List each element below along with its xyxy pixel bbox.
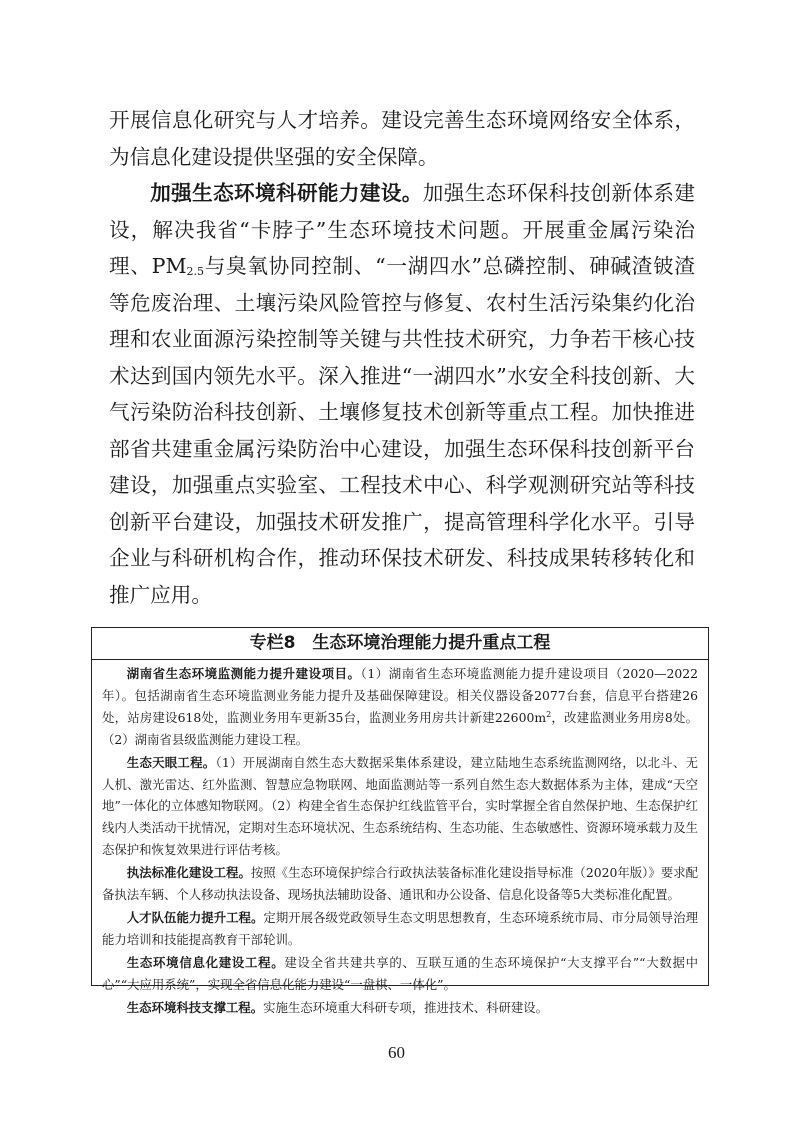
box-item-enforcement: [102, 862, 698, 906]
item-text-b: ，改建监测业务用房8处。（2）湖南省县级监测能力建设工程。: [102, 709, 698, 747]
item-text-a: （1）湖南省生态环境监测能力提升建设项目（2020—2022年）。包括湖南省生态环境监测业务能力提升及基础保障建设。相关仪器设备2077台套，信息平台搭建26处，站房建设618处，监测业务用车更新35台，监测业务用房共计新建22600m: [102, 666, 699, 725]
box-item-sky-eye: [102, 752, 698, 862]
box-body: [92, 660, 708, 1019]
item-text: 实施生态环境重大科研专项，推进技术、科研建设。: [263, 999, 549, 1015]
box-item-science: [102, 997, 698, 1019]
paragraph-1-text: 开展信息化研究与人才培养。建设完善生态环境网络安全体系，为信息化建设提供坚强的安全保障。: [109, 108, 695, 169]
superscript: 2: [546, 709, 552, 719]
item-lead: 生态天眼工程。: [126, 754, 216, 770]
paragraph-2-lead: 加强生态环境科研能力建设。: [150, 181, 423, 205]
box-item-monitoring: [102, 663, 698, 751]
box-item-informatization: [102, 952, 698, 996]
paragraph-2-text-b: 与臭氧协同控制、“一湖四水”总磷控制、砷碱渣铍渣等危废治理、土壤污染风险管控与修复、农村生活污染集约化治理和农业面源污染控制等关键与共性技术研究，力争若干核心技术达到国内领先水平。深入推进“一湖四水”水安全科技创新、大气污染防治科技创新、土壤修复技术创新等重点工程。加快推进部省共建重金属污染防治中心建设，加强生态环保科技创新平台建设，加强重点实验室、工程技术中心、科学观测研究站等科技创新平台建设，加强技术研发推广，提高管理科学化水平。引导企业与科研机构合作，推动环保技术研发、科技成果转移转化和推广应用。: [109, 254, 695, 607]
box-item-talent: [102, 907, 698, 951]
item-lead: 人才队伍能力提升工程。: [126, 909, 264, 925]
pm-subscript: 2.5: [186, 265, 205, 278]
paragraph-2-text-a: 加强生态环保科技创新体系建设，解决我省“卡脖子”生态环境技术问题。开展重金属污染治理、PM: [109, 181, 695, 278]
item-lead: 生态环境信息化建设工程。: [126, 954, 285, 970]
item-text: 定期开展各级党政领导生态文明思想教育，生态环境系统市局、市分局领导治理能力培训和技能提高教育干部轮训。: [102, 909, 699, 947]
feature-box: [91, 627, 709, 1015]
item-text: 按照《生态环境保护综合行政执法装备标准化建设指导标准（2020年版）》要求配备执法车辆、个人移动执法设备、现场执法辅助设备、通讯和办公设备、信息化设备等5大类标准化配置。: [102, 865, 698, 903]
item-text: （1）开展湖南自然生态大数据采集体系建设，建立陆地生态系统监测网络，以北斗、无人机、激光雷达、红外监测、智慧应急物联网、地面监测站等一系列自然生态大数据体系为主体，建成“天空地”一体化的立体感知物联网。（2）构建全省生态保护红线监管平台，实时掌握全省自然保护地、生态保护红线内人类活动干扰情况，定期对生态环境状况、生态系统结构、生态功能、生态敏感性、资源环境承载力及生态保护和恢复效果进行评估考核。: [102, 754, 698, 858]
body-text: [109, 102, 695, 613]
page-number: 60: [388, 1043, 405, 1062]
paragraph-1: [109, 102, 695, 175]
item-lead: 湖南省生态环境监测能力提升建设项目。: [126, 666, 361, 681]
item-lead: 生态环境科技支撑工程。: [126, 999, 264, 1015]
box-title: 专栏8 生态环境治理能力提升重点工程: [92, 628, 708, 660]
item-text: 建设全省共建共享的、互联互通的生态环境保护“大支撑平台”“大数据中心”“大应用系统”，实现全省信息化能力建设“一盘棋、一体化”。: [102, 954, 698, 992]
item-lead: 执法标准化建设工程。: [126, 865, 251, 881]
paragraph-2: [109, 175, 695, 613]
